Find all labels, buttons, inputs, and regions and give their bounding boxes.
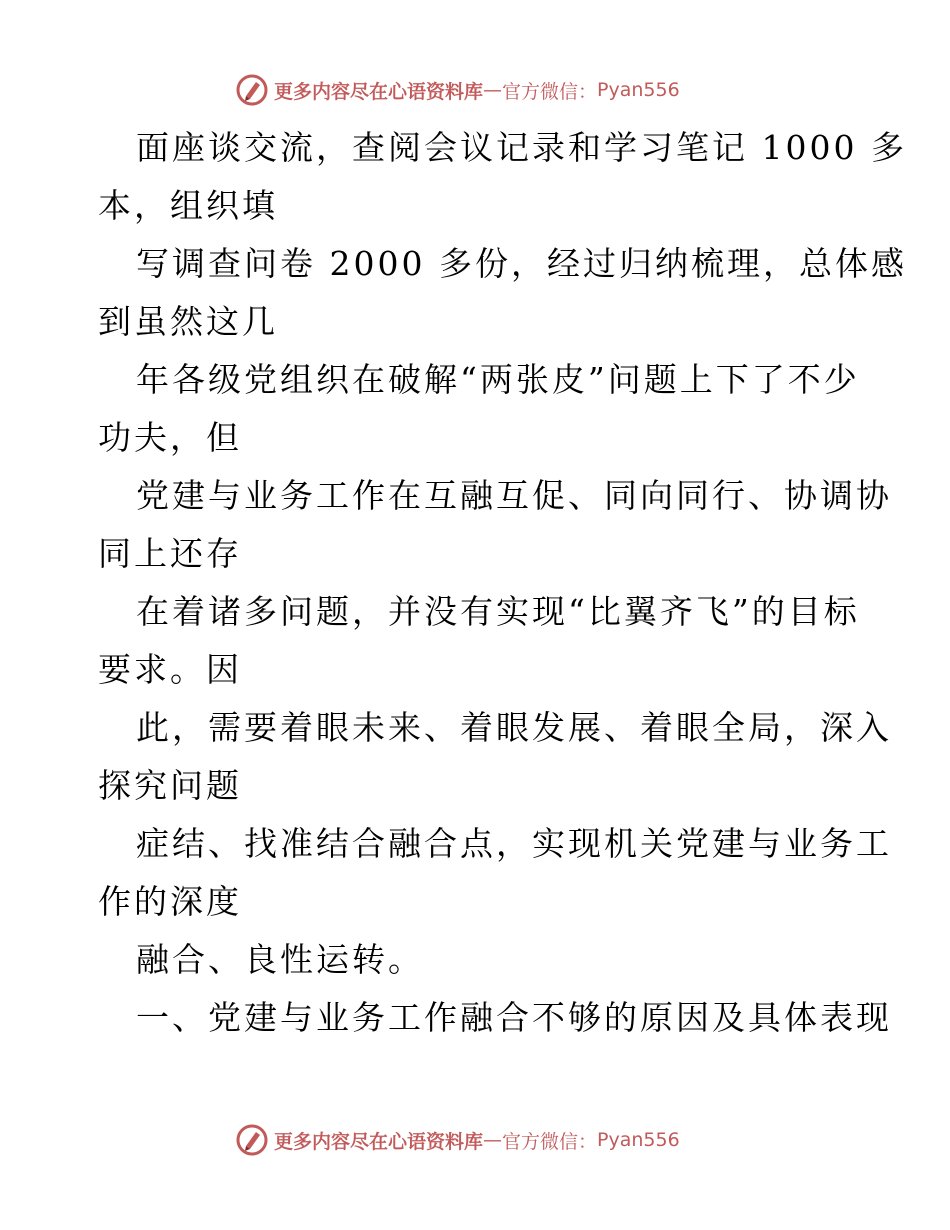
text-line: 探究问题 (98, 766, 242, 805)
text-line: 面座谈交流，查阅会议记录和学习笔记 1000 多 (136, 128, 907, 167)
watermark-wechat-id: Pyan556 (597, 1129, 680, 1151)
text-line: 融合、良性运转。 (136, 940, 424, 979)
text-line: 同上还存 (98, 534, 242, 573)
watermark-dash: — (483, 1129, 503, 1151)
text-line: 到虽然这几 (98, 302, 278, 341)
text-line: 症结、找准结合融合点，实现机关党建与业务工 (136, 824, 892, 863)
text-line: 写调查问卷 2000 多份，经过归纳梳理，总体感 (136, 244, 907, 283)
section-heading: 一、党建与业务工作融合不够的原因及具体表现 (136, 998, 892, 1037)
text-line: 作的深度 (98, 882, 242, 921)
text-line: 功夫，但 (98, 418, 242, 457)
text-line: 党建与业务工作在互融互促、同向同行、协调协 (136, 476, 892, 515)
text-line: 在着诸多问题，并没有实现“比翼齐飞”的目标 (136, 592, 860, 631)
watermark-wechat-label: 官方微信： (502, 1130, 598, 1153)
watermark-wechat-label: 官方微信： (502, 80, 598, 103)
watermark-main-text: 更多内容尽在心语资料库 (274, 80, 484, 103)
footer-watermark (236, 1122, 716, 1158)
pen-logo-icon (236, 1124, 268, 1156)
pen-logo-icon (236, 74, 268, 106)
text-line: 年各级党组织在破解“两张皮”问题上下了不少 (136, 360, 860, 399)
watermark-wechat-id: Pyan556 (597, 79, 680, 101)
text-line: 本，组织填 (98, 186, 278, 225)
text-line: 此，需要着眼未来、着眼发展、着眼全局，深入 (136, 708, 892, 747)
header-watermark (236, 72, 716, 108)
watermark-main-text: 更多内容尽在心语资料库 (274, 1130, 484, 1153)
text-line: 要求。因 (98, 650, 242, 689)
watermark-dash: — (483, 79, 503, 101)
